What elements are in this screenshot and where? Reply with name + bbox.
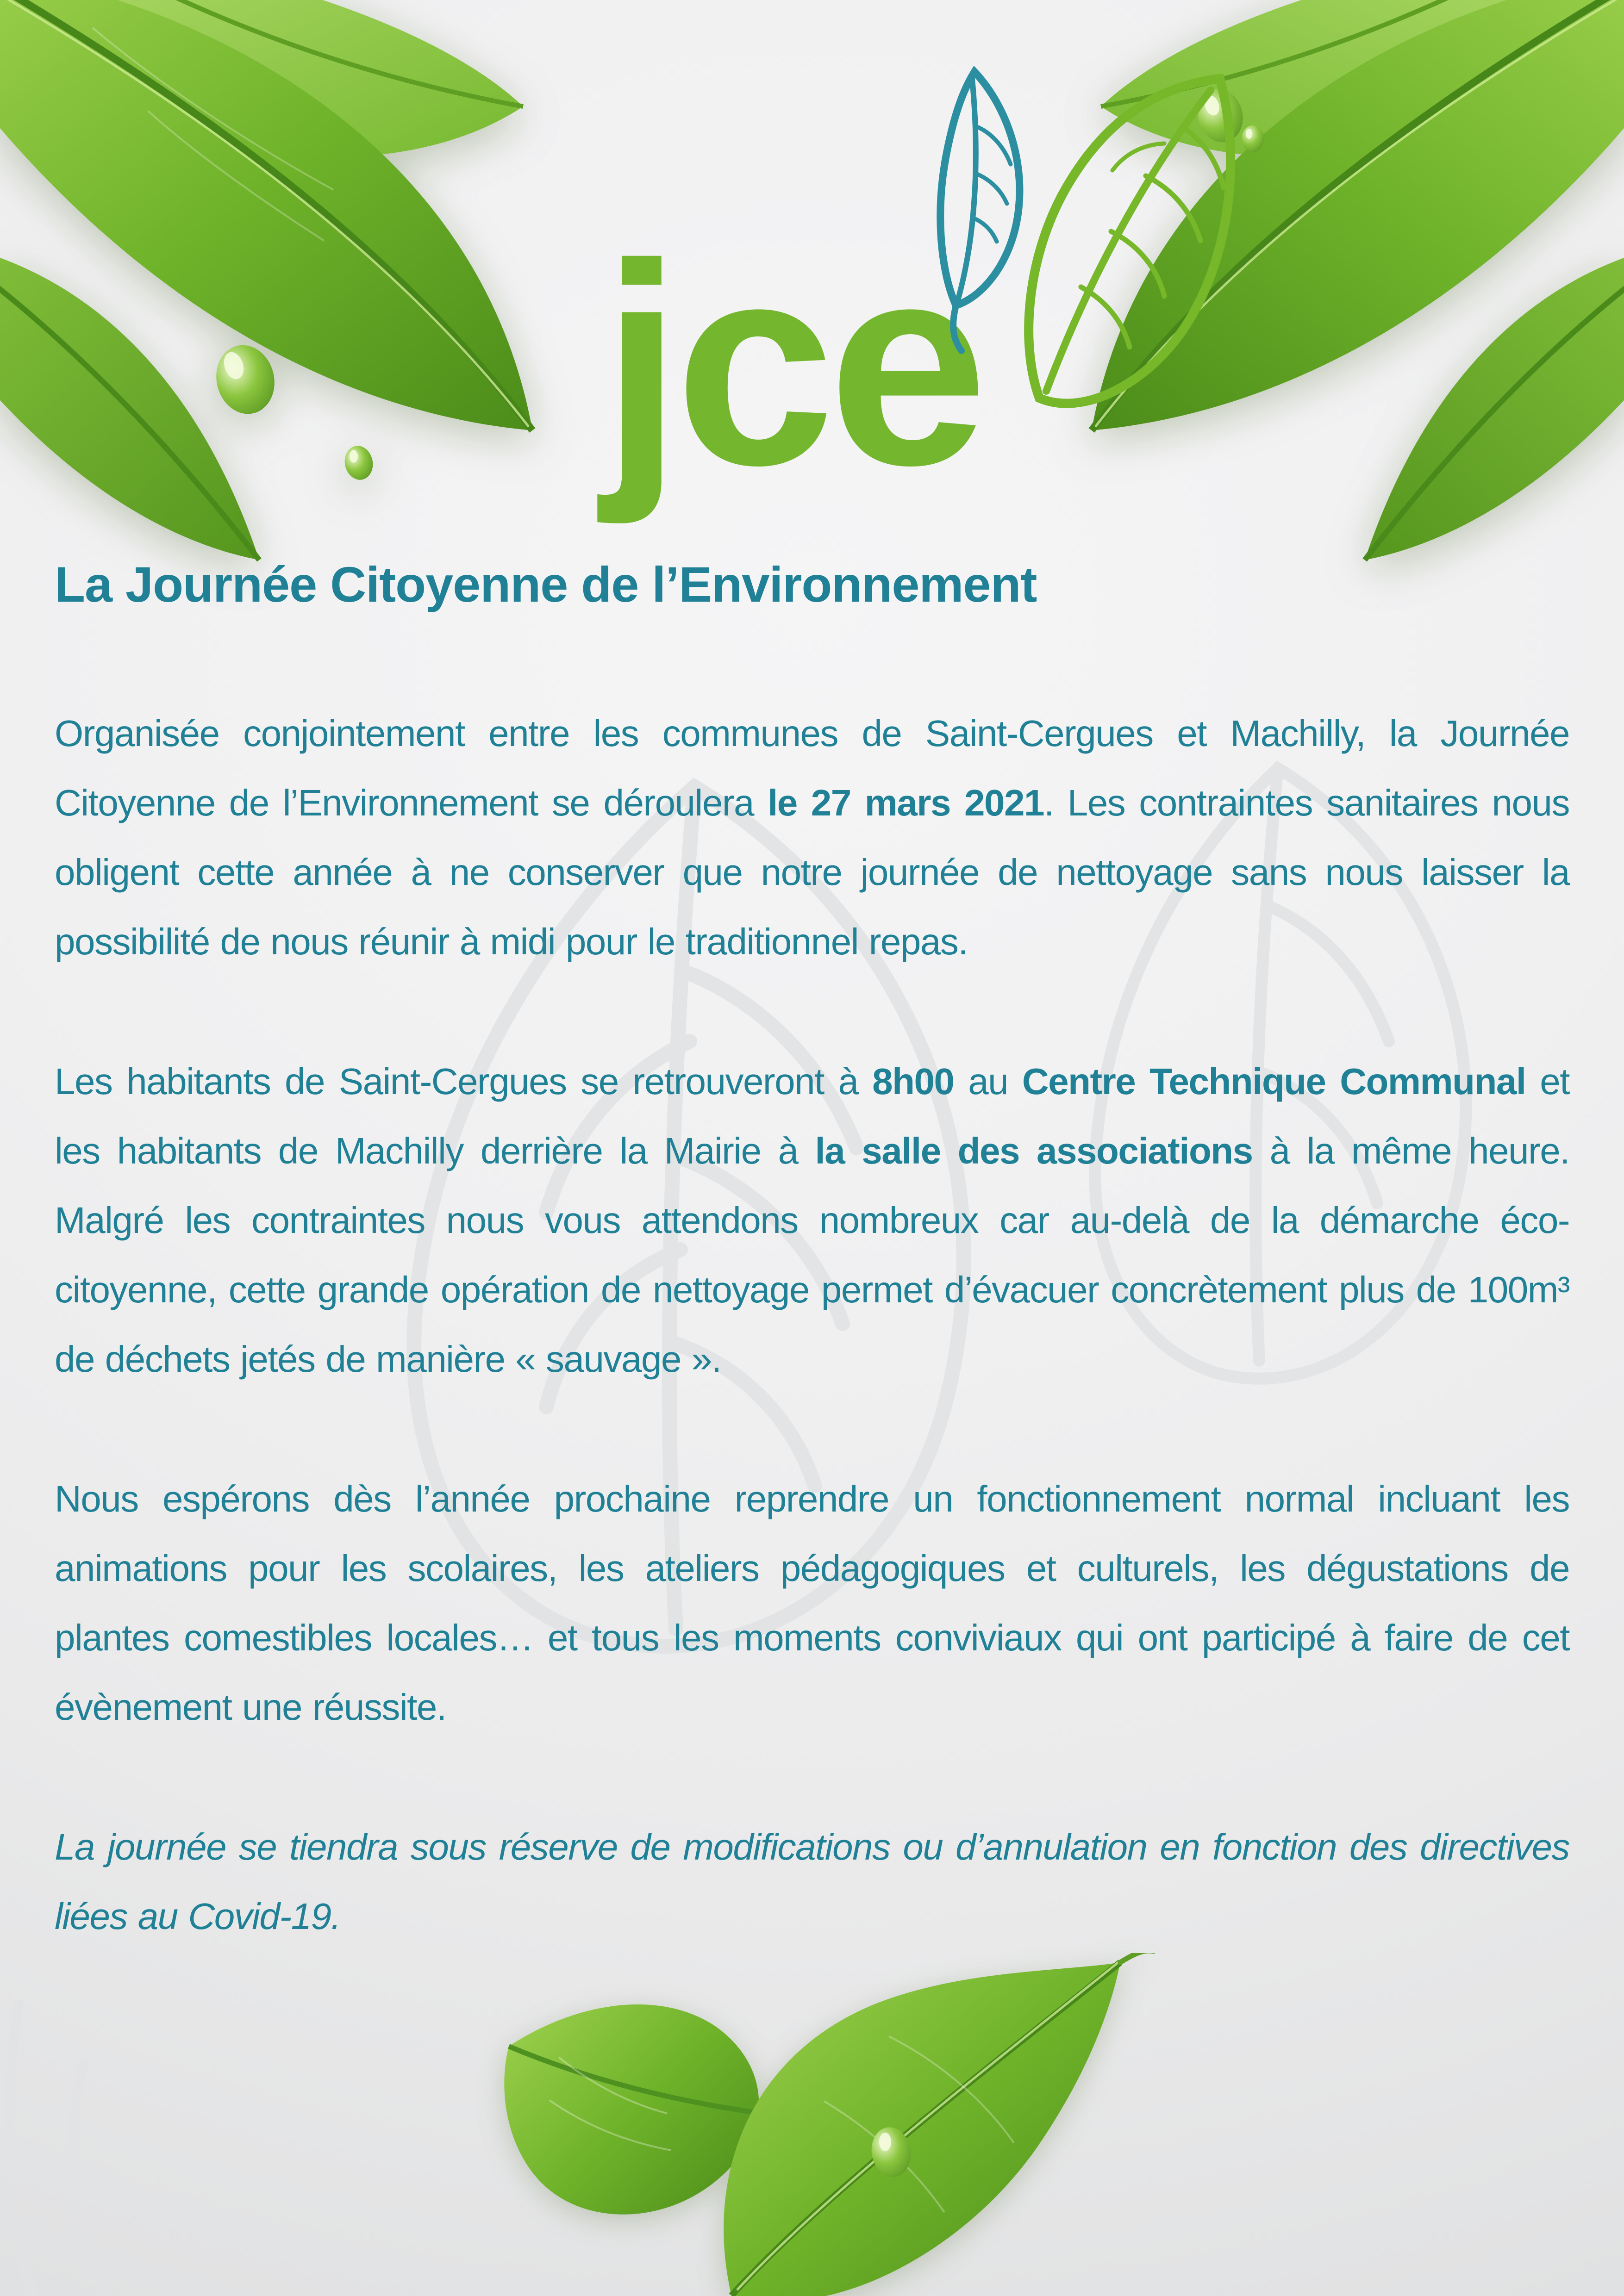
text-run: Nous espérons dès l’année prochaine reprendre un fonctionnement normal incluant les animations pour les scolaires, les ateliers pédagogiques et culturels, les dégustations de plantes comestibles locales… et tous les moments conviviaux qui ont participé à faire de cet évènement une réussite. bbox=[55, 1478, 1569, 1728]
paragraphs-container bbox=[55, 699, 1569, 1951]
bold-text-run: Centre Technique Communal bbox=[1022, 1061, 1526, 1102]
bold-text-run: le 27 mars 2021 bbox=[767, 782, 1044, 823]
bold-text-run: 8h00 bbox=[872, 1061, 954, 1102]
text-run: à la même heure. Malgré les contraintes nous vous attendons nombreux car au-delà de la démarche éco-citoyenne, cette grande opération de nettoyage permet d’évacuer concrètement plus de 100m³ de déchets jetés de manière « sauvage ». bbox=[55, 1130, 1569, 1380]
logo-leaves-icon bbox=[924, 65, 1248, 430]
page-title: La Journée Citoyenne de l’Environnement bbox=[55, 556, 1037, 612]
body-paragraph bbox=[55, 699, 1569, 977]
covid-disclaimer-paragraph bbox=[55, 1812, 1569, 1951]
text-run: . Les contraintes sanitaires nous obligent cette année à ne conserver que notre journée de nettoyage sans nous laisser la possibilité de nous réunir à midi pour le traditionnel repas. bbox=[55, 782, 1569, 962]
body-text bbox=[55, 555, 1569, 2022]
text-run: Organisée conjointement entre les communes de Saint-Cergues et Machilly, la Journée Citoyenne de l’Environnement se déroulera bbox=[55, 713, 1569, 823]
body-paragraph bbox=[55, 1047, 1569, 1394]
text-run: et les habitants de Machilly derrière la Mairie à bbox=[55, 1061, 1569, 1171]
body-paragraph bbox=[55, 1464, 1569, 1742]
bold-text-run: la salle des associations bbox=[815, 1130, 1253, 1171]
logo-text: jce bbox=[602, 205, 981, 525]
text-run: Les habitants de Saint-Cergues se retrouveront à bbox=[55, 1061, 873, 1102]
jce-logo bbox=[0, 0, 1624, 555]
text-run: au bbox=[954, 1061, 1022, 1102]
text-run: La journée se tiendra sous réserve de modifications ou d’annulation en fonction des directives liées au Covid-19. bbox=[55, 1826, 1569, 1937]
